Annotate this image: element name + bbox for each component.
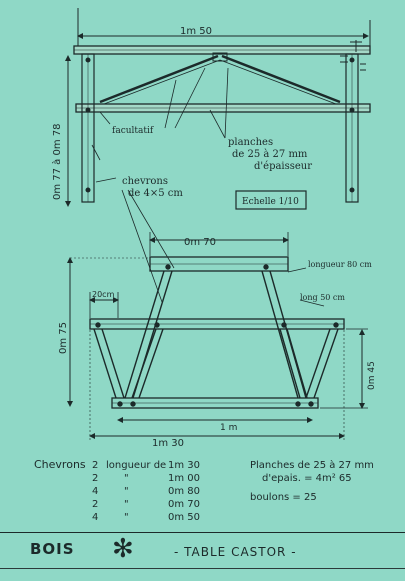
boulons-spec: boulons = 25 xyxy=(250,492,317,503)
chevrons-heading: Chevrons xyxy=(34,458,86,471)
footer-rule-top xyxy=(0,532,405,533)
top-length-note: longueur 80 cm xyxy=(308,260,372,269)
bill-row xyxy=(92,499,200,510)
bill-row xyxy=(92,512,200,523)
seat-height-dim: 0m 45 xyxy=(367,361,377,390)
top-width-dim: 0m 70 xyxy=(184,237,217,248)
table-height-dim: 0m 75 xyxy=(58,321,69,354)
planches-note-3: d'épaisseur xyxy=(254,161,313,172)
footer-bois-label: BOIS xyxy=(30,540,75,558)
row-qty: 4 xyxy=(92,486,99,497)
bill-row xyxy=(92,486,200,497)
row-desc: " xyxy=(124,473,129,484)
row-desc: longueur de xyxy=(106,460,167,471)
seat-length-note: long 50 cm xyxy=(300,293,345,302)
base-inner-dim: 1 m xyxy=(220,423,238,433)
row-length: 0m 80 xyxy=(168,486,201,497)
bill-of-materials xyxy=(34,458,374,523)
footer-title: - TABLE CASTOR - xyxy=(174,545,297,559)
row-desc: " xyxy=(124,499,129,510)
base-total-dim: 1m 30 xyxy=(152,438,185,449)
top-height-label: 0m 77 à 0m 78 xyxy=(52,123,63,200)
row-qty: 2 xyxy=(92,473,99,484)
facultatif-note: facultatif xyxy=(112,126,154,136)
row-qty: 2 xyxy=(92,499,99,510)
footer-rule-bottom xyxy=(0,568,405,569)
row-length: 0m 50 xyxy=(168,512,201,523)
row-desc: " xyxy=(124,512,129,523)
row-length: 0m 70 xyxy=(168,499,201,510)
scale-label: Echelle 1/10 xyxy=(242,197,299,207)
planches-note-1: planches xyxy=(228,137,274,148)
planches-note-2: de 25 à 27 mm xyxy=(232,149,308,160)
row-length: 1m 00 xyxy=(168,473,201,484)
seat-width-dim: 20cm xyxy=(92,290,115,299)
side-view xyxy=(70,190,368,442)
bill-row xyxy=(92,460,200,471)
bill-row xyxy=(92,473,200,484)
planches-spec-2: d'epais. = 4m² 65 xyxy=(262,473,352,484)
chevrons-note-1: chevrons xyxy=(122,176,168,187)
row-qty: 2 xyxy=(92,460,99,471)
top-view xyxy=(68,8,370,209)
chevrons-note-2: de 4×5 cm xyxy=(128,188,183,199)
planches-spec-1: Planches de 25 à 27 mm xyxy=(250,460,374,471)
star-icon: ✻ xyxy=(112,534,134,564)
row-qty: 4 xyxy=(92,512,99,523)
row-desc: " xyxy=(124,486,129,497)
top-width-label: 1m 50 xyxy=(180,26,213,37)
row-length: 1m 30 xyxy=(168,460,201,471)
